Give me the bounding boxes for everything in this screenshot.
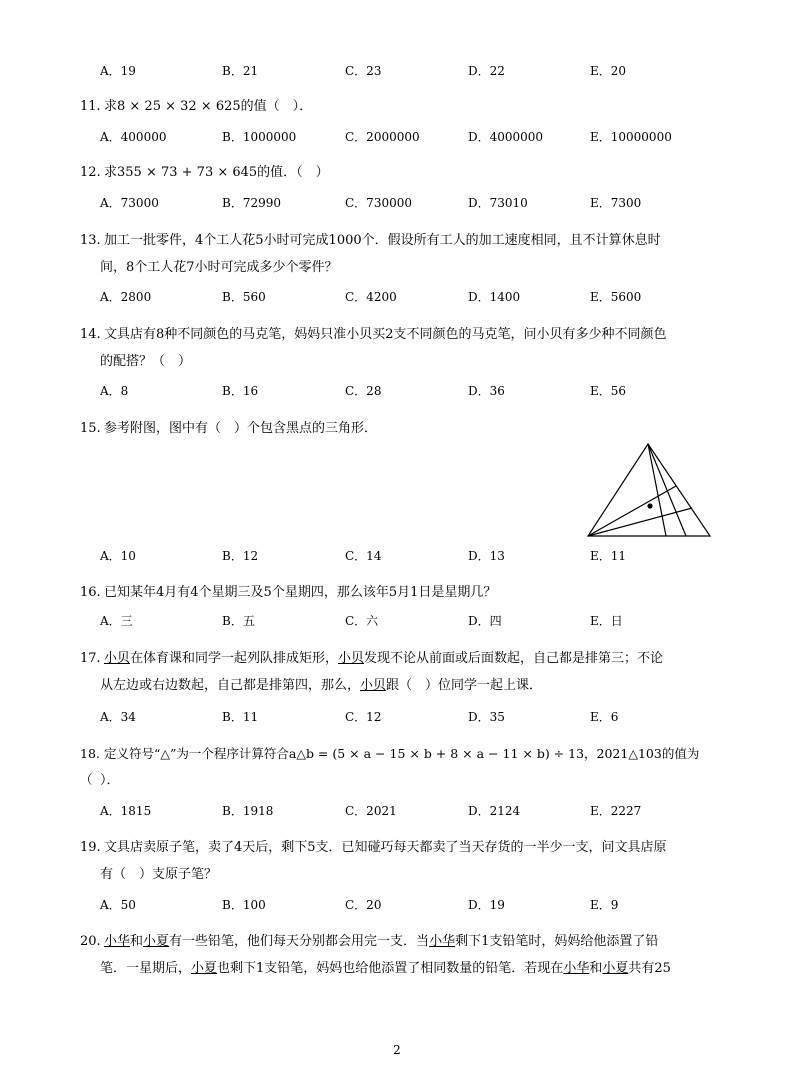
question-number: 15. (80, 421, 101, 436)
outer-triangle (588, 444, 710, 536)
question-19-line2: 有（ ）支原子笔？ (100, 867, 218, 882)
question-13-line2: 间，8个工人花7小时可完成多少个零件？ (100, 260, 338, 275)
text-segment: 和 (589, 961, 603, 976)
q19-options (0, 896, 794, 914)
question-14 (80, 322, 710, 348)
option-b: B．16 (222, 384, 259, 398)
name-xiaobei: 小贝 (360, 678, 387, 693)
option-a: A．34 (100, 710, 136, 724)
option-d: D．19 (468, 898, 505, 912)
option-e: E．11 (590, 549, 627, 563)
question-17-line2 (100, 673, 720, 699)
option-d: D．13 (468, 549, 505, 563)
text-segment: 笔．一星期后， (100, 961, 192, 976)
option-b: B．1918 (222, 804, 274, 818)
option-c: C．28 (345, 384, 382, 398)
question-14-line2: 的配搭？（ ） (100, 354, 192, 369)
q13-options (0, 288, 794, 306)
option-c: C．730000 (345, 196, 412, 210)
text-segment: 有一些铅笔，他们每天分别都会用完一支．当 (169, 934, 430, 949)
question-19 (80, 835, 710, 861)
question-20-line2 (100, 956, 720, 982)
q12-options (0, 194, 794, 212)
option-d: D．四 (468, 614, 502, 628)
text-segment: 从左边或右边数起，自己都是排第四，那么， (100, 678, 361, 693)
option-e: E．20 (590, 64, 627, 78)
question-text-line1: 加工一批零件，4个工人花5小时可完成1000个．假设所有工人的加工速度相同，且不计算休息时 (104, 233, 661, 248)
option-a: A．50 (100, 898, 136, 912)
text-segment: 发现不论从前面或后面数起，自己都是排第三；不论 (364, 651, 664, 666)
question-text-line1: 定义符号“△”为一个程序计算符合a△b = (5 × a − 15 × b + 8 × a − 11 × b) ÷ 13，2021△103的值为（ (80, 746, 700, 787)
question-number: 13. (80, 233, 101, 248)
text-segment: 共有25 (628, 961, 671, 976)
q11-options (0, 128, 794, 146)
option-a: A．73000 (100, 196, 159, 210)
option-c: C．12 (345, 710, 382, 724)
option-b: B．11 (222, 710, 259, 724)
option-c: C．六 (345, 614, 379, 628)
question-11 (80, 94, 710, 120)
question-number: 12. (80, 165, 101, 180)
name-xiaobei: 小贝 (104, 651, 131, 666)
option-d: D．22 (468, 64, 505, 78)
option-d: D．73010 (468, 196, 528, 210)
q10-options (0, 62, 794, 80)
question-text-line1: 文具店有8种不同颜色的马克笔，妈妈只准小贝买2支不同颜色的马克笔，问小贝有多少种不同颜色 (104, 327, 667, 342)
question-17 (80, 646, 710, 672)
option-b: B．560 (222, 290, 266, 304)
option-b: B．21 (222, 64, 259, 78)
question-number: 18. (80, 746, 100, 761)
text-segment: 跟（ ）位同学一起上课． (386, 678, 543, 693)
option-e: E．2227 (590, 804, 642, 818)
text-segment: 和 (130, 934, 144, 949)
triangle-figure (584, 440, 714, 540)
q18-options (0, 802, 794, 820)
question-text: 求355 × 73 + 73 × 645的值．（ ） (104, 165, 329, 180)
option-e: E．56 (590, 384, 627, 398)
question-18-line2: ）． (100, 773, 120, 788)
text-segment: 在体育课和同学一起列队排成矩形， (130, 651, 339, 666)
text-segment: 剩下1支铅笔时，妈妈给他添置了铅 (455, 934, 659, 949)
option-c: C．20 (345, 898, 382, 912)
option-b: B．1000000 (222, 130, 297, 144)
option-e: E．6 (590, 710, 619, 724)
option-e: E．5600 (590, 290, 642, 304)
option-a: A．400000 (100, 130, 167, 144)
question-15 (80, 416, 710, 442)
question-number: 20. (80, 934, 101, 949)
question-number: 11. (80, 99, 101, 114)
option-e: E．日 (590, 614, 623, 628)
name-xiaoxia: 小夏 (602, 961, 629, 976)
cevian-3 (588, 486, 676, 536)
question-text-line1: 文具店卖原子笔，卖了4天后，剩下5支．已知碰巧每天都卖了当天存货的一半少一支，问文具店原 (104, 840, 667, 855)
question-text: 已知某年4月有4个星期三及5个星期四，那么该年5月1日是星期几？ (104, 585, 497, 600)
q14-options (0, 382, 794, 400)
option-e: E．10000000 (590, 130, 672, 144)
question-13 (80, 228, 710, 254)
question-text: 参考附图，图中有（ ）个包含黑点的三角形． (104, 421, 378, 436)
name-xiaohua: 小华 (104, 934, 131, 949)
name-xiaoxia: 小夏 (191, 961, 218, 976)
option-c: C．2021 (345, 804, 397, 818)
option-d: D．35 (468, 710, 505, 724)
option-d: D．1400 (468, 290, 521, 304)
option-c: C．23 (345, 64, 382, 78)
black-dot (647, 503, 652, 508)
option-a: A．2800 (100, 290, 152, 304)
q16-options (0, 612, 794, 630)
question-text: 求8 × 25 × 32 × 625的值（ ）． (104, 99, 313, 114)
q15-options (0, 547, 794, 565)
question-12 (80, 160, 710, 186)
option-b: B．五 (222, 614, 255, 628)
question-20 (80, 929, 710, 955)
question-number: 17. (80, 651, 101, 666)
question-number: 14. (80, 327, 101, 342)
option-c: C．2000000 (345, 130, 420, 144)
option-d: D．2124 (468, 804, 521, 818)
cevian-2 (648, 444, 686, 536)
text-segment: 也剩下1支铅笔，妈妈也给他添置了相同数量的铅笔．若现在 (217, 961, 564, 976)
option-a: A．三 (100, 614, 133, 628)
question-number: 19. (80, 840, 101, 855)
question-number: 16. (80, 585, 101, 600)
name-xiaobei: 小贝 (338, 651, 365, 666)
page-number: 2 (393, 1043, 401, 1057)
option-b: B．72990 (222, 196, 281, 210)
option-a: A．1815 (100, 804, 152, 818)
option-e: E．7300 (590, 196, 642, 210)
option-c: C．14 (345, 549, 382, 563)
option-b: B．12 (222, 549, 259, 563)
option-b: B．100 (222, 898, 266, 912)
name-xiaohua: 小华 (563, 961, 590, 976)
question-16 (80, 580, 710, 606)
option-a: A．19 (100, 64, 136, 78)
option-d: D．4000000 (468, 130, 544, 144)
option-a: A．8 (100, 384, 129, 398)
name-xiaoxia: 小夏 (143, 934, 170, 949)
option-a: A．10 (100, 549, 136, 563)
q17-options (0, 708, 794, 726)
option-e: E．9 (590, 898, 619, 912)
option-d: D．36 (468, 384, 505, 398)
option-c: C．4200 (345, 290, 397, 304)
name-xiaohua: 小华 (429, 934, 456, 949)
